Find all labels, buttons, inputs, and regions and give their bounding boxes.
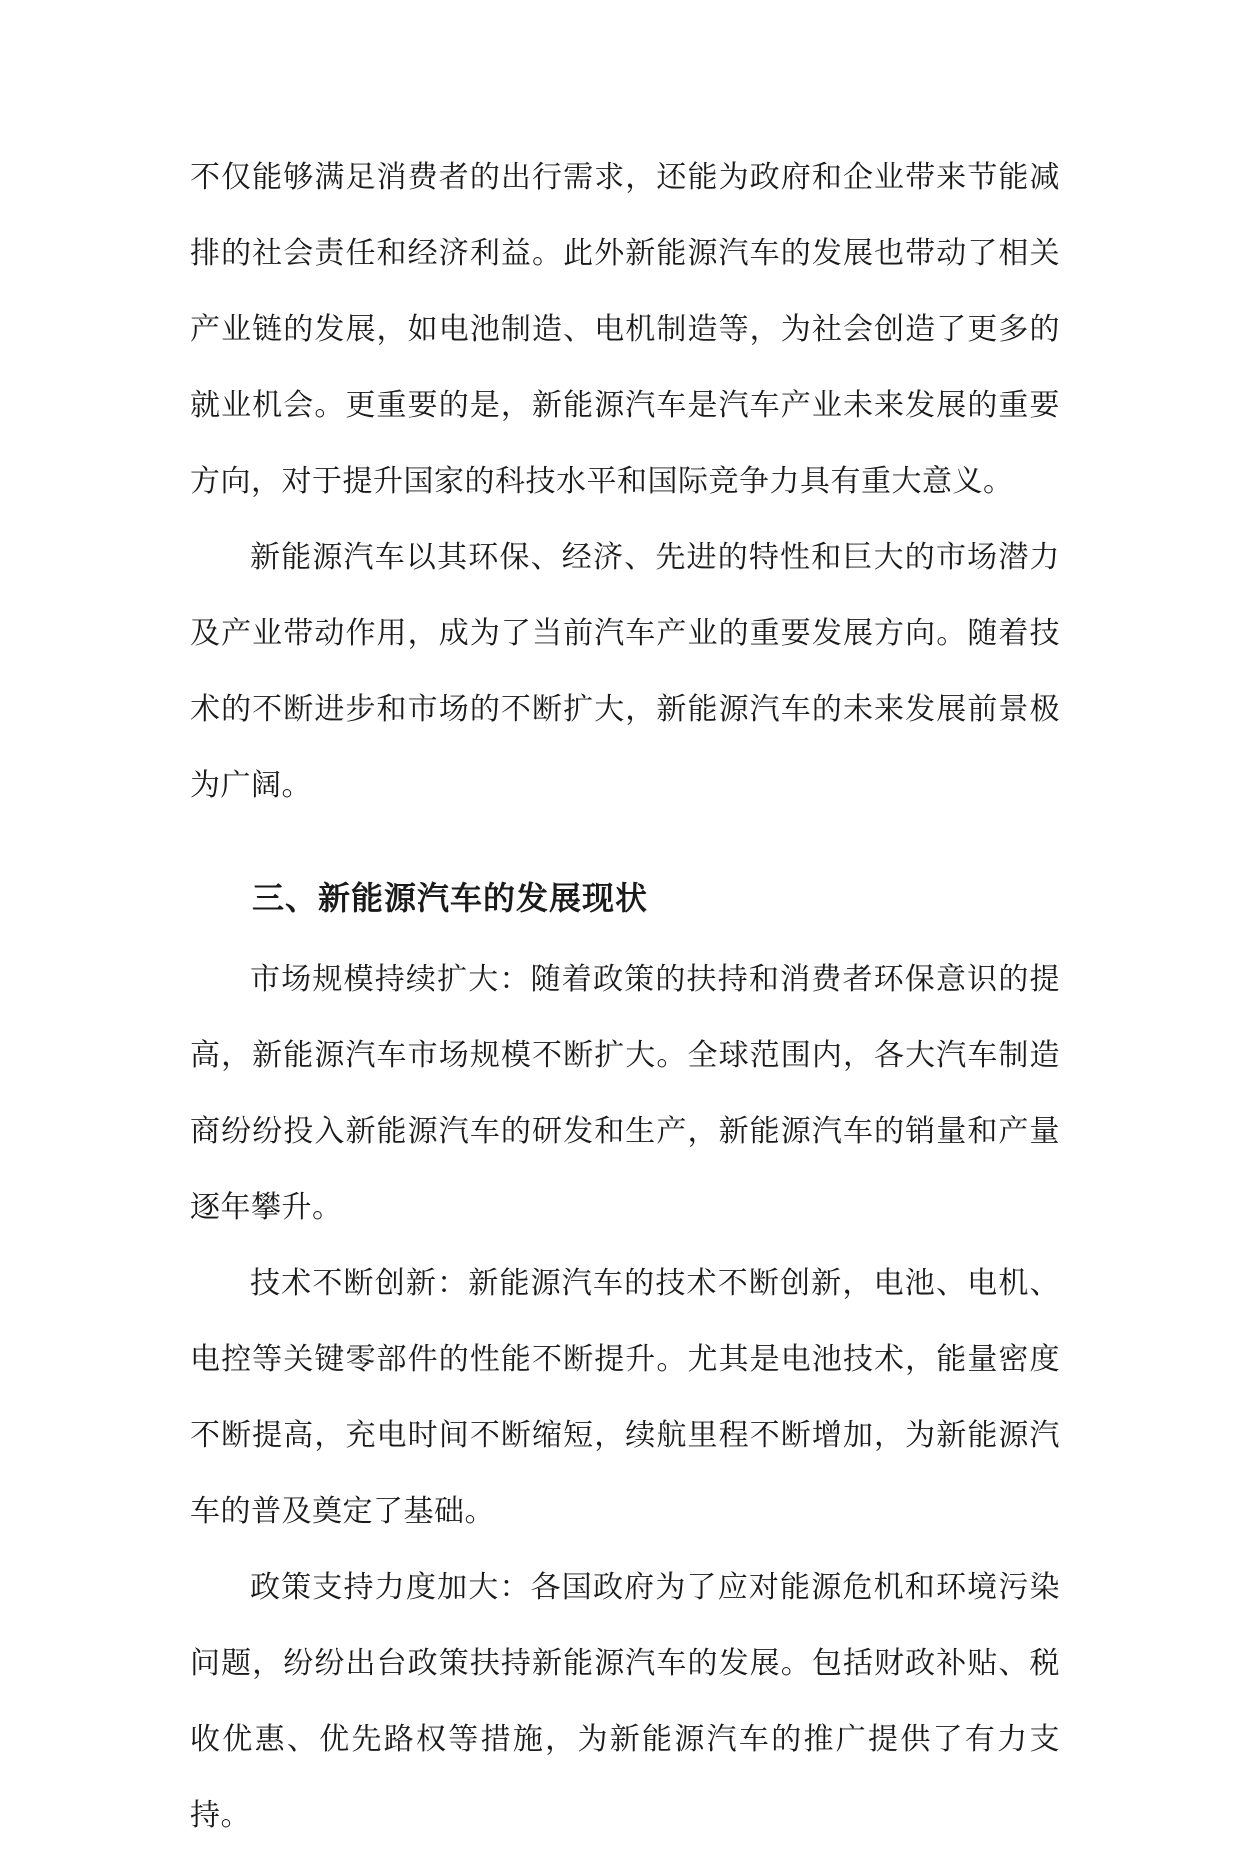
paragraph-market-scale: 市场规模持续扩大：随着政策的扶持和消费者环保意识的提高，新能源汽车市场规模不断扩大。全球范围内，各大汽车制造商纷纷投入新能源汽车的研发和生产，新能源汽车的销量和产量逐年攀升。 <box>190 962 1060 1225</box>
paragraph-benefits: 不仅能够满足消费者的出行需求，还能为政府和企业带来节能减排的社会责任和经济利益。此外新能源汽车的发展也带动了相关产业链的发展，如电池制造、电机制造等，为社会创造了更多的就业机会。更重要的是，新能源汽车是汽车产业未来发展的重要方向，对于提升国家的科技水平和国际竞争力具有重大意义。 <box>190 160 1060 499</box>
section-heading: 三、新能源汽车的发展现状 <box>252 879 649 917</box>
paragraph-prospects: 新能源汽车以其环保、经济、先进的特性和巨大的市场潜力及产业带动作用，成为了当前汽车产业的重要发展方向。随着技术的不断进步和市场的不断扩大，新能源汽车的未来发展前景极为广阔。 <box>190 540 1060 803</box>
paragraph-technology: 技术不断创新：新能源汽车的技术不断创新，电池、电机、电控等关键零部件的性能不断提升。尤其是电池技术，能量密度不断提高，充电时间不断缩短，续航里程不断增加，为新能源汽车的普及奠定了基础。 <box>190 1266 1060 1529</box>
paragraph-policy: 政策支持力度加大：各国政府为了应对能源危机和环境污染问题，纷纷出台政策扶持新能源汽车的发展。包括财政补贴、税收优惠、优先路权等措施，为新能源汽车的推广提供了有力支持。 <box>190 1570 1060 1833</box>
document-body <box>190 140 1060 1854</box>
